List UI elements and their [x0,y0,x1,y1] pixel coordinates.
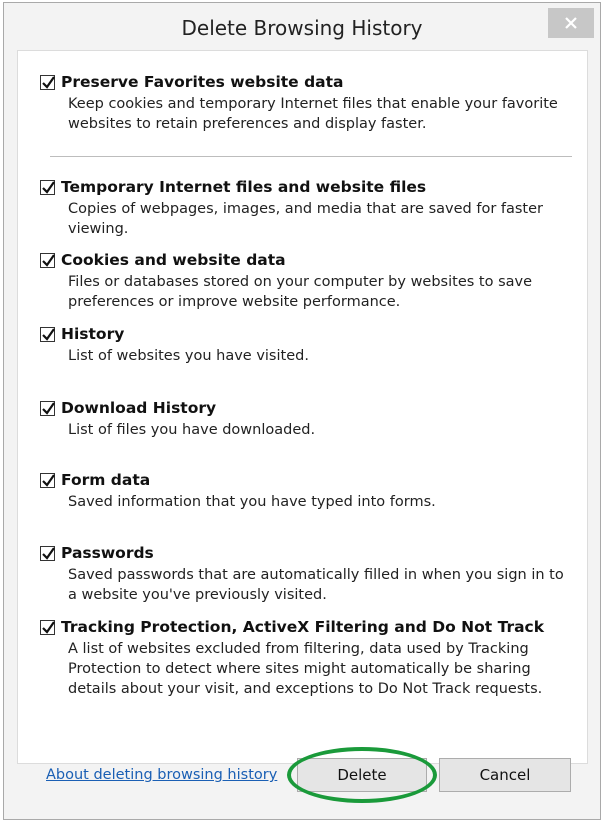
option-description: Keep cookies and temporary Internet files that enable your favorite websites to retain preferences and display faster. [68,96,558,132]
option-label: Preserve Favorites website data [61,73,344,91]
checkbox-cookies[interactable] [40,253,55,268]
checkbox-history[interactable] [40,327,55,342]
option-label: Download History [61,399,217,417]
option-temporary-internet-files [40,176,570,239]
close-icon [564,16,578,30]
checkbox-tracking-protection[interactable] [40,620,55,635]
option-label: Form data [61,471,151,489]
option-description: Saved information that you have typed into forms. [68,494,436,510]
options-panel [17,50,588,764]
checkmark-icon [41,545,56,562]
checkmark-icon [41,326,56,343]
checkbox-download-history[interactable] [40,401,55,416]
checkbox-passwords[interactable] [40,546,55,561]
option-history [40,323,570,366]
option-label: Cookies and website data [61,251,286,269]
option-label: Temporary Internet files and website files [61,178,427,196]
option-description: A list of websites excluded from filtering, data used by Tracking Protection to detect where sites might automatically be sharing details about your visit, and exceptions to Do Not Track requests. [68,641,543,697]
title-bar [4,3,600,53]
option-tracking-protection [40,616,570,699]
delete-browsing-history-dialog [3,2,601,820]
option-description: List of websites you have visited. [68,348,309,364]
option-description: Copies of webpages, images, and media that are saved for faster viewing. [68,201,543,237]
about-deleting-history-link[interactable]: About deleting browsing history [46,767,278,783]
checkmark-icon [41,179,56,196]
checkmark-icon [41,619,56,636]
option-cookies [40,249,570,312]
checkmark-icon [41,252,56,269]
checkbox-preserve-favorites[interactable] [40,75,55,90]
dialog-title: Delete Browsing History [181,16,423,40]
close-button[interactable] [548,8,594,38]
option-label: Passwords [61,544,154,562]
option-label: Tracking Protection, ActiveX Filtering and Do Not Track [61,618,545,636]
option-form-data [40,469,570,512]
separator [50,156,572,157]
option-description: Saved passwords that are automatically filled in when you sign in to a website you've previously visited. [68,567,564,603]
delete-button[interactable]: Delete [297,758,427,792]
checkmark-icon [41,400,56,417]
option-download-history [40,397,570,440]
checkmark-icon [41,472,56,489]
checkbox-form-data[interactable] [40,473,55,488]
option-preserve-favorites [40,71,570,134]
option-passwords [40,542,570,605]
cancel-button[interactable]: Cancel [439,758,571,792]
checkbox-temporary-internet-files[interactable] [40,180,55,195]
option-description: Files or databases stored on your computer by websites to save preferences or improve website performance. [68,274,533,310]
option-label: History [61,325,125,343]
checkmark-icon [41,74,56,91]
option-description: List of files you have downloaded. [68,422,316,438]
